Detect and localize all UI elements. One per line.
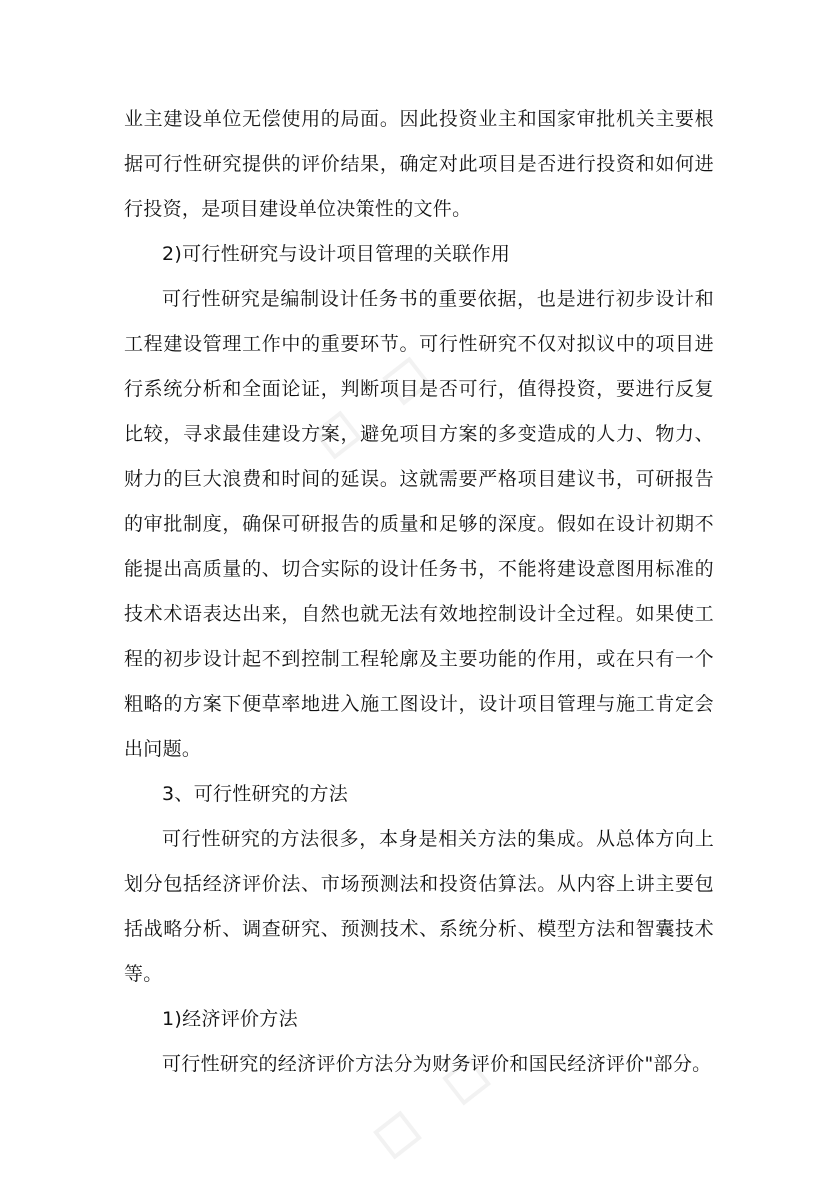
subheading-2: 2)可行性研究与设计项目管理的关联作用 <box>162 243 511 265</box>
paragraph-5: 可行性研究的方法很多，本身是相关方法的集成。从总体方向上划分包括经济评价法、市场预测法和投资估算法。从内容上讲主要包括战略分析、调查研究、预测技术、系统分析、模型方法和智囊技术等。 <box>124 828 714 985</box>
subheading-1: 1)经济评价方法 <box>162 1008 298 1030</box>
document-body <box>124 97 714 1087</box>
paragraph-1: 业主建设单位无偿使用的局面。因此投资业主和国家审批机关主要根据可行性研究提供的评价结果，确定对此项目是否进行投资和如何进行投资，是项目建设单位决策性的文件。 <box>124 108 714 220</box>
watermark: ▫ ▫ <box>349 1024 514 1177</box>
watermark: ▫ ▫ <box>289 324 454 478</box>
paragraph-7: 可行性研究的经济评价方法分为财务评价和国民经济评价"部分。 <box>162 1053 712 1075</box>
paragraph-3: 可行性研究是编制设计任务书的重要依据，也是进行初步设计和工程建设管理工作中的重要环节。可行性研究不仅对拟议中的项目进行系统分析和全面论证，判断项目是否可行，值得投资，要进行反复比较，寻求最佳建设方案，避免项目方案的多变造成的人力、物力、财力的巨大浪费和时间的延误。这就需要严格项目建议书，可研报告的审批制度，确保可研报告的质量和足够的深度。假如在设计初期不能提出高质量的、切合实际的设计任务书，不能将建设意图用标准的技术术语表达出来，自然也就无法有效地控制设计全过程。如果使工程的初步设计起不到控制工程轮廓及主要功能的作用，或在只有一个粗略的方案下便草率地进入施工图设计，设计项目管理与施工肯定会出问题。 <box>124 288 714 760</box>
section-heading-3: 3、可行性研究的方法 <box>162 783 349 805</box>
